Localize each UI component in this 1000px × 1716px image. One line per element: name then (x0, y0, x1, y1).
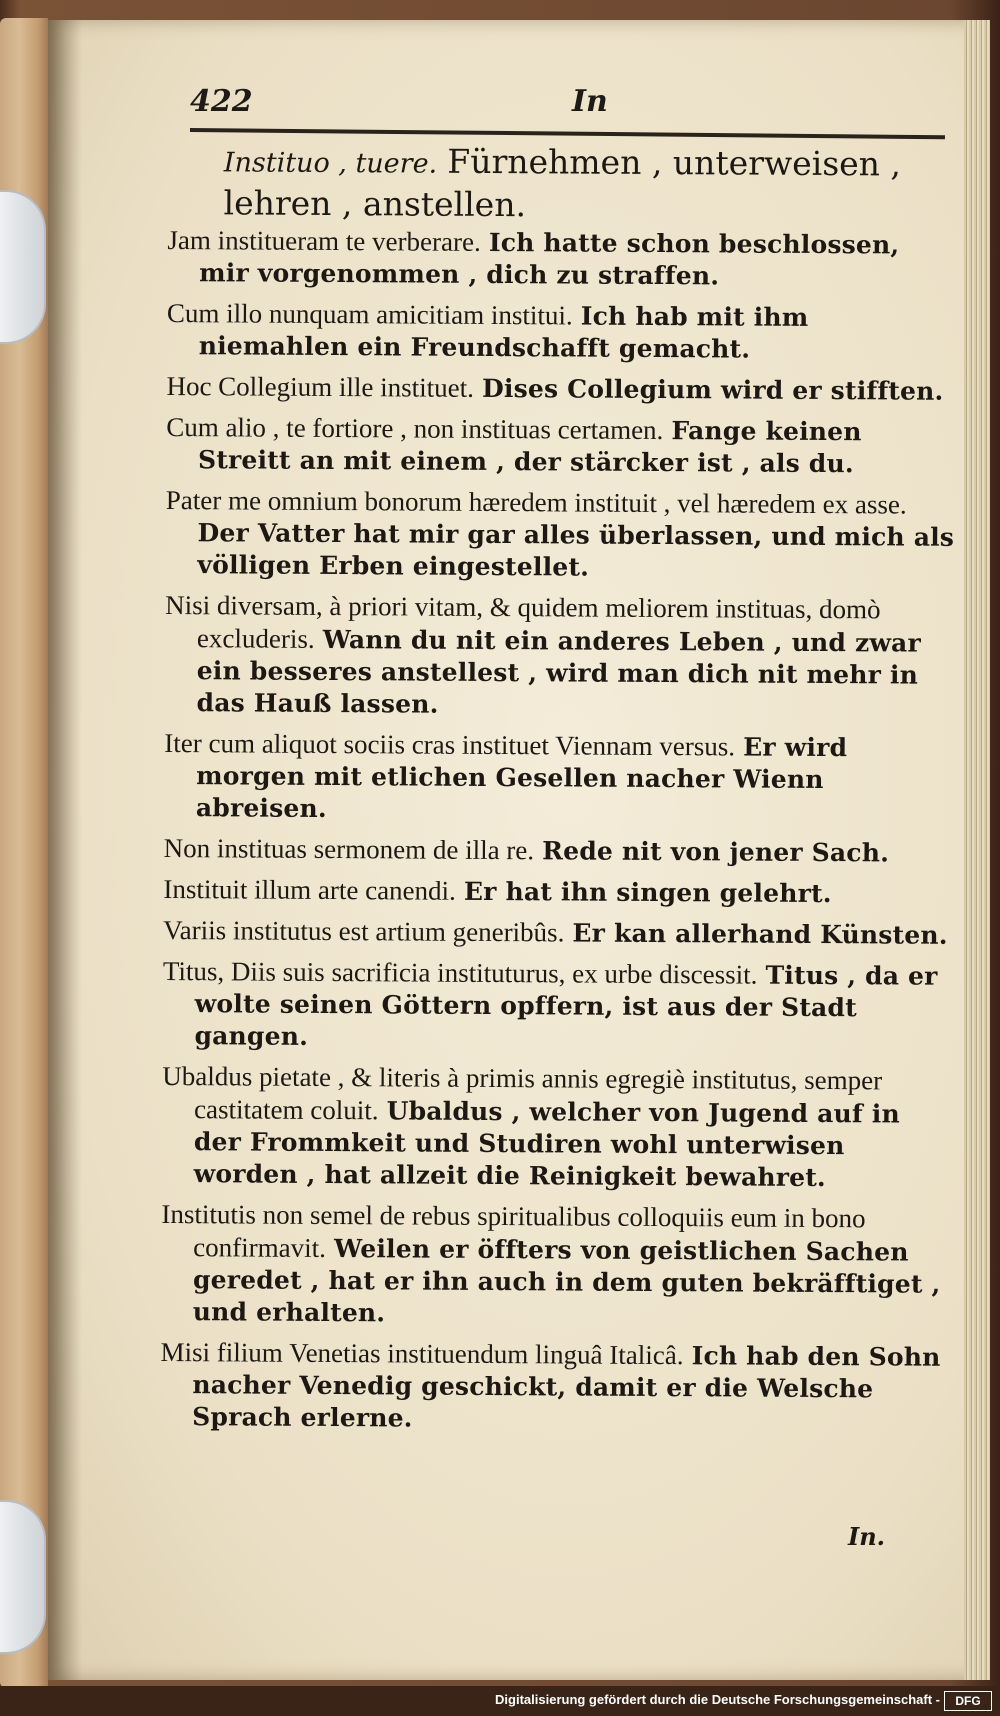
entry-latin: Variis institutus est artium generibûs. (163, 914, 565, 948)
entry-latin: Institutis non semel de rebus spiritualibus colloquiis eum in bono confirmavit. (161, 1198, 866, 1263)
entry-german: Dises Collegium wird er stifften. (481, 373, 944, 406)
entry-german: Weilen er öffters von geistlichen Sachen geredet , hat er ihn auch in dem guten bekräfftiget , und erhalten. (192, 1234, 941, 1328)
entry-latin: Cum illo nunquam amicitiam institui. (166, 297, 573, 331)
page-clip-bottom (0, 1500, 46, 1654)
entry-latin: Titus, Diis suis sacrificia instituturus, ex urbe discessit. (162, 955, 758, 990)
entry-latin: Jam institueram te verberare. (167, 224, 481, 257)
page-clip-top (0, 190, 46, 344)
dictionary-entry (164, 727, 955, 829)
entry-german: Fange keinen Streitt an mit einem , der stärcker ist , als du. (197, 416, 862, 479)
headword (223, 140, 957, 228)
entry-german: Ubaldus , welcher von Jugend auf in der Frommkeit und Studiren wohl unterwisen worden , hat allzeit die Reinigkeit bewahret. (193, 1096, 900, 1193)
entry-latin: Misi filium Venetias instituendum linguâ Italicâ. (160, 1336, 684, 1371)
entry-german: Er wird morgen mit etlichen Gesellen nacher Wienn abreisen. (195, 732, 848, 823)
entry-german: Er hat ihn singen gelehrt. (463, 876, 832, 909)
dictionary-entry (162, 955, 953, 1057)
catchword: In. (848, 1522, 886, 1551)
dictionary-entry (166, 411, 956, 481)
entry-latin: Ubaldus pietate , & literis à primis annis egregiè institutus, semper castitatem coluit. (162, 1060, 883, 1126)
dictionary-entry (167, 224, 957, 294)
dictionary-entry (164, 589, 955, 724)
entry-latin: Hoc Collegium ille instituet. (166, 370, 475, 403)
page-header (190, 82, 960, 126)
dictionary-entry (161, 1198, 952, 1333)
entry-german: Der Vatter hat mir gar alles überlassen, und mich als völligen Erben eingestellet. (197, 518, 955, 582)
dictionary-entry (164, 832, 954, 870)
footer-bar (0, 1686, 1000, 1716)
dictionary-entry (162, 1060, 953, 1195)
entry-german: Titus , da er wolte seinen Göttern opffern, ist aus der Stadt gangen. (194, 960, 938, 1051)
dfg-logo: DFG (944, 1691, 992, 1711)
entry-latin: Non instituas sermonem de illa re. (163, 832, 535, 866)
entry-german: Ich hab den Sohn nacher Venedig geschickt, damit er die Welsche Sprach erlerne. (192, 1341, 941, 1433)
footer-credit: Digitalisierung gefördert durch die Deutsche Forschungsgemeinschaft - (495, 1692, 940, 1707)
entry-german: Er kan allerhand Künsten. (572, 918, 948, 950)
dictionary-text (160, 140, 958, 1446)
entry-german: Ich hatte schon beschlossen, mir vorgenommen , dich zu straffen. (199, 227, 900, 291)
dictionary-entry (167, 297, 957, 367)
entry-latin: Instituit illum arte canendi. (163, 873, 456, 906)
dictionary-entry (166, 370, 956, 408)
dictionary-entry (163, 914, 953, 952)
entry-latin: Pater me omnium bonorum hæredem instituit , vel hæredem ex asse. (165, 484, 907, 520)
gutter-shadow (48, 20, 82, 1680)
headword-german: Fürnehmen , unterweisen , lehren , anstellen. (223, 141, 902, 225)
entry-latin: Iter cum aliquot sociis cras instituet Viennam versus. (164, 727, 736, 762)
dictionary-entry (163, 873, 953, 911)
page-edges (964, 20, 990, 1680)
entry-latin: Nisi diversam, à priori vitam, & quidem meliorem instituas, domò excluderis. (165, 589, 881, 654)
entry-german: Ich hab mit ihm niemahlen ein Freundschafft gemacht. (198, 301, 809, 364)
entry-list (160, 224, 957, 1438)
page-number: 422 (190, 84, 253, 119)
entry-german: Rede nit von jener Sach. (542, 836, 890, 868)
entry-german: Wann du nit ein anderes Leben , und zwar ein besseres anstellest , wird man dich nit mehr in das Hauß lassen. (196, 624, 921, 719)
entry-latin: Cum alio , te fortiore , non instituas certamen. (166, 411, 664, 446)
running-head: In (572, 84, 608, 119)
dictionary-entry (165, 484, 956, 586)
dictionary-entry (160, 1336, 951, 1438)
headword-latin: Instituo , tuere. (223, 147, 438, 180)
